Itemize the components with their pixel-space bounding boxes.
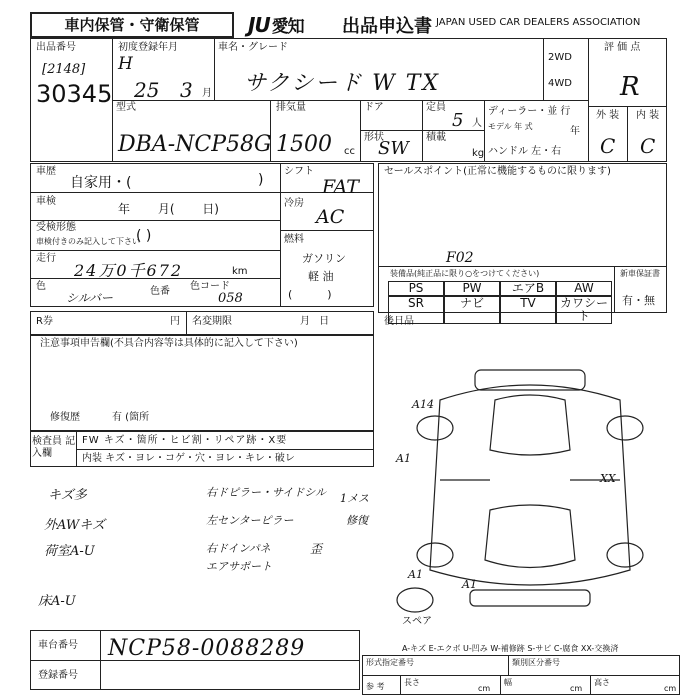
capacity-label: 定員 <box>426 102 446 113</box>
handle-label: ハンドル 左・右 <box>488 146 562 157</box>
height-unit: cm <box>664 684 677 693</box>
inspector-note-3: 荷室A-U <box>44 544 95 559</box>
car-name-label: 車名・グレード <box>218 42 288 53</box>
equipment-item: SR <box>388 296 444 324</box>
tax-label: 名変期限 <box>192 316 232 327</box>
km-unit: km <box>232 266 248 277</box>
drive-4wd: 4WD <box>548 78 572 89</box>
warranty-value: 有・無 <box>622 294 655 307</box>
inspector-note-11: 歪 <box>310 542 323 556</box>
receipt-label: 受検形態 <box>36 222 76 233</box>
equipment-item: ナビ <box>444 296 500 324</box>
reg-year: 25 <box>134 78 160 102</box>
r-ticket-label: R券 <box>36 316 53 327</box>
model-year-label: モデル 年 式 <box>488 122 533 131</box>
door-label: ドア <box>364 102 384 113</box>
sales-point-label: セールスポイント(正常に機能するものに限ります) <box>384 166 611 177</box>
inspector-note-4: 床A-U <box>38 594 76 609</box>
small-number: [2148] <box>42 62 86 77</box>
inspector-note-1: キズ多 <box>48 488 87 503</box>
color-code: 058 <box>218 291 243 306</box>
height-label: 高さ <box>594 678 610 687</box>
equipment-item: TV <box>500 296 556 324</box>
inspector-note-7: 右ドインパネ <box>206 542 271 555</box>
dealer-label: ディーラー・並 行 <box>488 106 571 117</box>
displacement-label: 排気量 <box>276 102 306 113</box>
first-reg-label: 初度登録年月 <box>118 42 178 53</box>
width-label: 幅 <box>504 678 512 687</box>
fuel-paren: ( ) <box>288 288 332 301</box>
drive-2wd: 2WD <box>548 52 572 63</box>
person-suffix: 人 <box>472 118 482 129</box>
warranty-label: 新車保証書 <box>620 269 660 278</box>
storage-tag: 車内保管・守衛保管 <box>30 12 234 38</box>
shift-label: シフト <box>284 166 314 177</box>
ref-label: 参 考 <box>366 682 385 691</box>
logo-mark: JU <box>248 13 270 37</box>
ju-logo <box>248 12 304 37</box>
r-yen: 円 <box>170 316 180 327</box>
diagram-label-4: A1 <box>408 568 423 581</box>
exterior-label: 外 装 <box>596 110 620 121</box>
length-label: 長さ <box>404 678 420 687</box>
rating-label: 評 価 点 <box>604 42 641 53</box>
equipment-item: PS <box>388 281 444 296</box>
notes-label: 注意事項申告欄(不具合内容等は具体的に記入して下さい) <box>40 338 298 349</box>
inspector-note-10: 修復 <box>346 514 368 527</box>
equipment-item: カワシート <box>556 296 612 324</box>
equipment-item: AW <box>556 281 612 296</box>
history-label: 車歴 <box>36 166 56 177</box>
shift-value: FAT <box>322 176 359 198</box>
inspection-value: 年 月( 日) <box>118 202 219 216</box>
interior-label: 内 装 <box>636 110 660 121</box>
repair-label: 修復歴 <box>50 412 80 423</box>
ac-value: AC <box>316 206 345 228</box>
equipment-item: PW <box>444 281 500 296</box>
logo-org: 愛知 <box>271 17 304 37</box>
color-code-label: 色コード <box>190 281 230 292</box>
load-label: 積載 <box>426 132 446 143</box>
diagram-label-2: A1 <box>396 452 411 465</box>
diagram-label-5: A1 <box>462 578 477 591</box>
rear-label: 後日品 <box>384 316 414 327</box>
body-shape: SW <box>378 138 409 159</box>
reg-month: 3 <box>180 78 193 102</box>
car-name: サクシード W TX <box>244 71 441 96</box>
diagram-label-3: XX <box>600 472 616 485</box>
history-close: ) <box>258 172 264 188</box>
rating: R <box>620 72 640 102</box>
interior-grade: C <box>640 134 656 158</box>
listing-number: 30345 <box>36 80 113 108</box>
inspection-label: 車検 <box>36 196 56 207</box>
inspector-row1: FW キズ・箇所・ヒビ割・リペア跡・X要 <box>82 435 288 446</box>
kg-unit: kg <box>472 148 485 159</box>
chassis-label: 車台番号 <box>38 640 78 651</box>
form-number-label: 形式指定番号 <box>366 658 414 667</box>
mileage: 24万0千672 <box>74 261 184 280</box>
equipment-note: F02 <box>446 250 474 266</box>
year-suffix: 年 <box>570 126 580 137</box>
ac-label: 冷房 <box>284 198 304 209</box>
association-name: JAPAN USED CAR DEALERS ASSOCIATION <box>436 17 641 28</box>
color-number-label: 色番 <box>150 286 170 297</box>
color-value: シルバー <box>66 291 113 305</box>
equipment-item: エアB <box>500 281 556 296</box>
register-label: 登録番号 <box>38 670 78 681</box>
month-suffix: 月 <box>202 88 212 99</box>
listing-number-label: 出品番号 <box>36 42 76 53</box>
inspector-note-2: 外AWキズ <box>44 518 105 533</box>
history-value: 自家用・( <box>70 175 132 191</box>
diagram-label-1: A14 <box>412 398 434 411</box>
category-number-label: 類別区分番号 <box>512 658 560 667</box>
spare-label: スペア <box>402 616 432 627</box>
capacity: 5 <box>452 110 464 131</box>
inspector-note-9: 1メス <box>340 492 369 505</box>
displacement: 1500 <box>276 132 332 157</box>
model-label: 型式 <box>116 102 136 113</box>
inspector-label: 検査員 記入欄 <box>32 436 76 459</box>
inspector-row2: 内装 キズ・ヨレ・コゲ・穴・ヨレ・キレ・破レ <box>82 453 295 464</box>
repair-value: 有 (箇所 <box>112 412 150 423</box>
damage-legend: A-キズ E-エクボ U-凹み W-補修跡 S-サビ C-腐食 XX-交換済 <box>402 644 619 653</box>
shape-label: 形状 <box>364 132 384 143</box>
tax-value: 月 日 <box>300 316 330 327</box>
reg-era: H <box>118 54 133 74</box>
width-unit: cm <box>570 684 583 693</box>
inspector-note-5: 右ドピラー・サイドシル <box>206 486 326 499</box>
mileage-label: 走行 <box>36 253 56 264</box>
fuel-gasoline: ガソリン <box>302 252 346 265</box>
fuel-diesel: 軽 油 <box>308 270 334 283</box>
receipt-note: 車検付きのみ記入して下さい <box>36 237 140 246</box>
inspector-note-8: エアサポート <box>206 560 272 573</box>
fuel-label: 燃料 <box>284 234 304 245</box>
color-label: 色 <box>36 281 46 292</box>
length-unit: cm <box>478 684 491 693</box>
inspector-note-6: 左センターピラー <box>206 514 294 527</box>
chassis-number: NCP58-0088289 <box>108 636 306 661</box>
equipment-label: 装備品(純正品に限り○をつけてください) <box>390 269 540 278</box>
receipt-value: ( ) <box>136 228 152 244</box>
form-title: 出品申込書 <box>342 16 432 37</box>
exterior-grade: C <box>600 134 616 158</box>
cc-unit: cc <box>344 146 355 157</box>
model-code: DBA-NCP58G <box>118 132 272 157</box>
